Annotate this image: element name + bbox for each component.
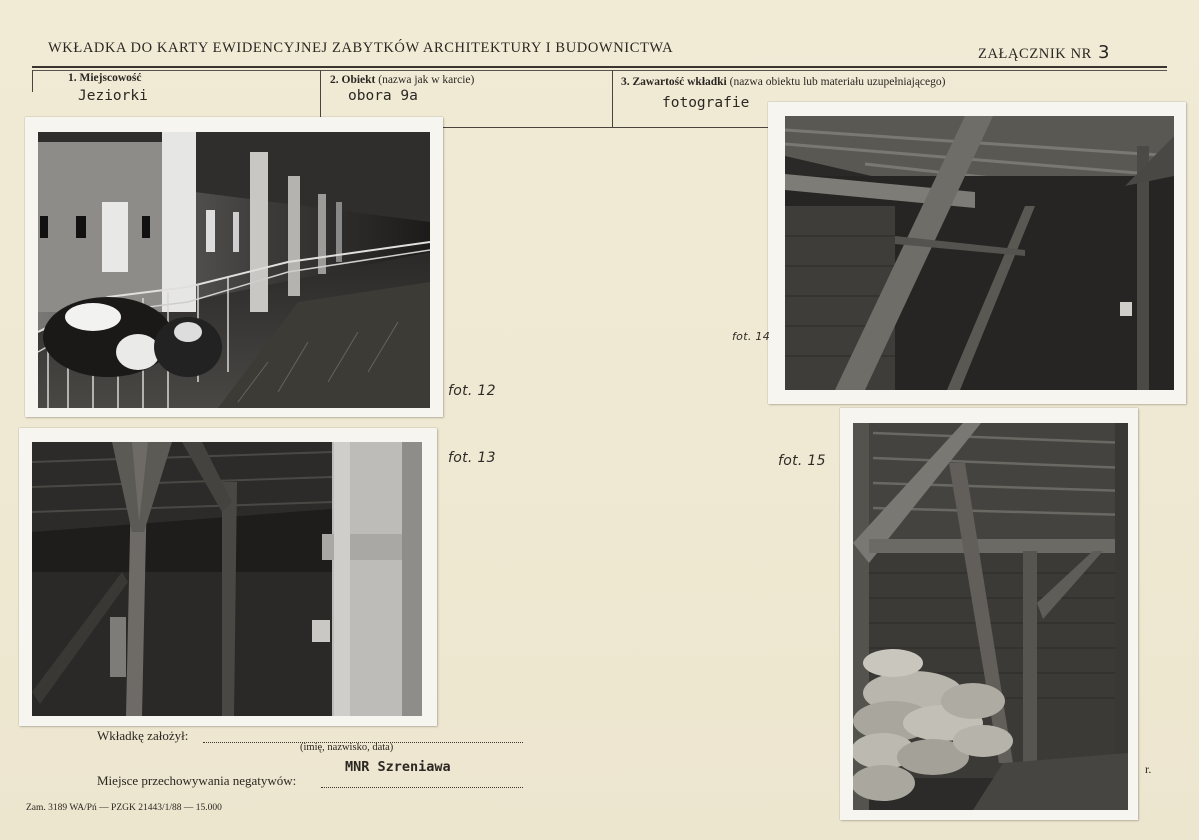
annex-label: ZAŁĄCZNIK NR bbox=[978, 46, 1092, 62]
object-value: obora 9a bbox=[348, 88, 418, 104]
annex-heading bbox=[978, 42, 1110, 63]
negatives-label: Miejsce przechowywania negatywów: bbox=[97, 773, 297, 788]
negatives-value: MNR Szreniawa bbox=[345, 759, 451, 775]
field-divider-left bbox=[32, 70, 33, 92]
photo-12-image bbox=[38, 132, 430, 408]
header-rule bbox=[32, 66, 1167, 68]
field-divider-2 bbox=[612, 70, 613, 128]
document-title: WKŁADKA DO KARTY EWIDENCYJNEJ ZABYTKÓW ARCHITEKTURY I BUDOWNICTWA bbox=[48, 40, 674, 56]
stray-mark: r. bbox=[1145, 762, 1152, 776]
contents-note: (nazwa obiektu lub materiału uzupełniającego) bbox=[729, 76, 946, 88]
contents-label-wrap bbox=[621, 76, 945, 88]
print-info: Zam. 3189 WA/Pń — PZGK 21443/1/88 — 15.000 bbox=[26, 803, 222, 813]
photo-12 bbox=[25, 117, 443, 417]
photo-14-label: fot. 14 bbox=[732, 330, 771, 343]
photo-14-image bbox=[785, 116, 1174, 390]
photo-13-label: fot. 13 bbox=[448, 450, 496, 466]
photo-13 bbox=[19, 428, 437, 726]
created-by-label: Wkładkę założył: bbox=[97, 728, 189, 743]
photo-14 bbox=[768, 102, 1186, 404]
created-by-note: (imię, nazwisko, data) bbox=[300, 742, 394, 753]
contents-label: 3. Zawartość wkładki bbox=[621, 76, 727, 88]
negatives-line bbox=[321, 787, 523, 788]
object-label-wrap bbox=[330, 74, 474, 86]
locality-label: 1. Miejscowość bbox=[68, 72, 142, 84]
photo-13-image bbox=[32, 442, 422, 716]
photo-15-image bbox=[853, 423, 1128, 810]
photo-15-label: fot. 15 bbox=[778, 453, 826, 469]
header-rule-thin bbox=[32, 70, 1167, 71]
contents-value: fotografie bbox=[662, 95, 750, 111]
locality-value: Jeziorki bbox=[78, 88, 148, 104]
object-note: (nazwa jak w karcie) bbox=[378, 74, 475, 86]
photo-15 bbox=[840, 408, 1138, 820]
annex-number: 3 bbox=[1097, 42, 1110, 63]
photo-12-label: fot. 12 bbox=[448, 383, 496, 399]
object-label: 2. Obiekt bbox=[330, 74, 376, 86]
